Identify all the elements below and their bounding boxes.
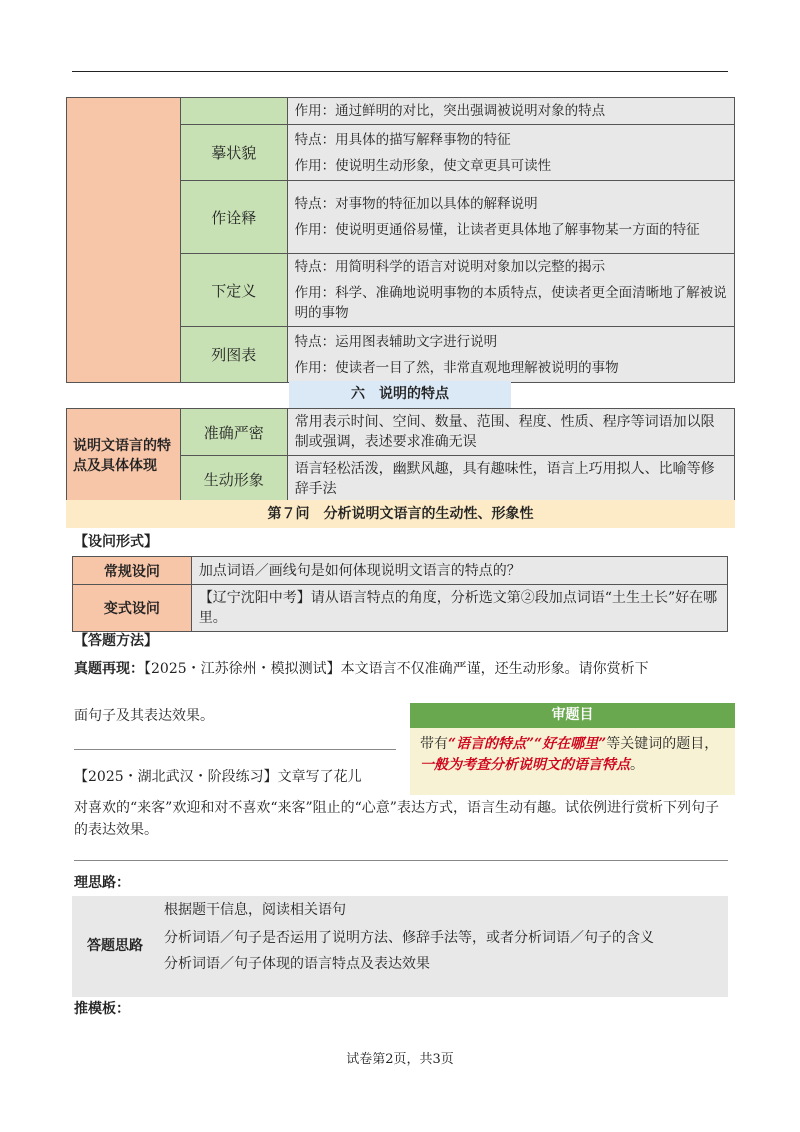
form-label: 变式设问 xyxy=(73,585,192,632)
method-heading: 【答题方法】 xyxy=(74,633,158,649)
think-lines xyxy=(164,900,724,974)
practice-line1: 【2025・湖北武汉・阶段练习】文章写了花儿 xyxy=(74,769,362,785)
method-name: 作诠释 xyxy=(180,181,287,254)
think-box xyxy=(72,896,728,997)
methods-table xyxy=(66,97,735,383)
real-exam-text: 【2025・江苏徐州・模拟测试】本文语言不仅准确严谨，还生动形象。请你赏析下 xyxy=(144,661,649,677)
form-heading: 【设问形式】 xyxy=(74,534,158,550)
review-keyword: 一般为考查分析说明文的语言特点 xyxy=(420,757,630,773)
feature-desc: 语言轻松活泼，幽默风趣，具有趣味性，语言上巧用拟人、比喻等修辞手法 xyxy=(294,461,715,497)
think-label: 答题思路 xyxy=(87,938,143,954)
methods-category-cell xyxy=(67,98,181,383)
answer-blank[interactable] xyxy=(74,860,728,861)
section-heading: 六 说明的特点 xyxy=(289,381,511,408)
method-feature: 特点：用具体的描写解释事物的特征 xyxy=(294,131,511,148)
page-footer: 试卷第2页，共3页 xyxy=(346,1052,454,1067)
review-text: 。 xyxy=(630,757,644,773)
real-exam-line1 xyxy=(74,658,730,680)
method-name: 下定义 xyxy=(180,254,287,327)
method-name: 摹状貌 xyxy=(180,125,287,181)
features-label: 说明文语言的特点及具体体现 xyxy=(73,437,171,474)
method-feature: 特点：对事物的特征加以具体的解释说明 xyxy=(294,196,538,212)
question-banner: 第７问 分析说明文语言的生动性、形象性 xyxy=(66,500,735,528)
feature-name: 准确严密 xyxy=(180,409,287,456)
method-name: 列图表 xyxy=(180,327,287,383)
review-keyword: “好在哪里” xyxy=(534,736,607,752)
question-form-table xyxy=(72,556,728,632)
think-heading: 理思路： xyxy=(74,875,130,891)
method-effect: 作用：使读者一目了然，非常直观地理解被说明的事物 xyxy=(294,359,619,376)
method-detail: 作用：通过鲜明的对比，突出强调被说明对象的特点 xyxy=(294,103,606,119)
form-text: 加点词语／画线句是如何体现说明文语言的特点的？ xyxy=(198,562,521,579)
review-box xyxy=(410,703,735,795)
method-feature: 特点：运用图表辅助文字进行说明 xyxy=(294,333,498,350)
think-step: 分析词语／句子是否运用了说明方法、修辞手法等，或者分析词语／句子的含义 xyxy=(164,930,654,946)
template-heading: 推模板： xyxy=(74,1001,130,1017)
feature-desc: 常用表示时间、空间、数量、范围、程度、性质、程序等词语加以限制或强调，表述要求准确无误 xyxy=(294,414,715,450)
review-text: 等关键词的题目， xyxy=(606,736,719,752)
method-effect: 作用：使说明生动形象，使文章更具可读性 xyxy=(294,157,552,174)
form-text: 【辽宁沈阳中考】请从语言特点的角度，分析选文第②段加点词语“土生土长”好在哪里。 xyxy=(198,590,718,626)
review-box-title: 审题目 xyxy=(410,703,735,728)
method-effect: 作用：使说明更通俗易懂，让读者更具体地了解事物某一方面的特征 xyxy=(294,222,700,238)
header-rule xyxy=(72,71,728,72)
review-text: 带有 xyxy=(420,736,448,752)
form-label: 常规设问 xyxy=(73,557,192,585)
practice-line2: 对喜欢的“来客”欢迎和对不喜欢“来客”阻止的“心意”表达方式，语言生动有趣。试依例进行赏析下列句子的表达效果。 xyxy=(74,800,719,838)
method-effect: 作用：科学、准确地说明事物的本质特点，使读者更全面清晰地了解被说明的事物 xyxy=(294,285,727,321)
method-feature: 特点：用简明科学的语言对说明对象加以完整的揭示 xyxy=(294,259,606,275)
answer-blank[interactable] xyxy=(74,749,396,750)
think-step: 分析词语／句子体现的语言特点及表达效果 xyxy=(164,956,430,972)
review-keyword: “语言的特点” xyxy=(448,736,535,752)
review-box-text xyxy=(410,728,735,776)
real-exam-label: 真题再现： xyxy=(74,661,144,677)
think-step: 根据题干信息，阅读相关语句 xyxy=(164,902,346,918)
features-table xyxy=(66,408,735,503)
method-name xyxy=(180,98,287,125)
feature-name: 生动形象 xyxy=(180,456,287,503)
real-exam-line2: 面句子及其表达效果。 xyxy=(74,708,214,724)
